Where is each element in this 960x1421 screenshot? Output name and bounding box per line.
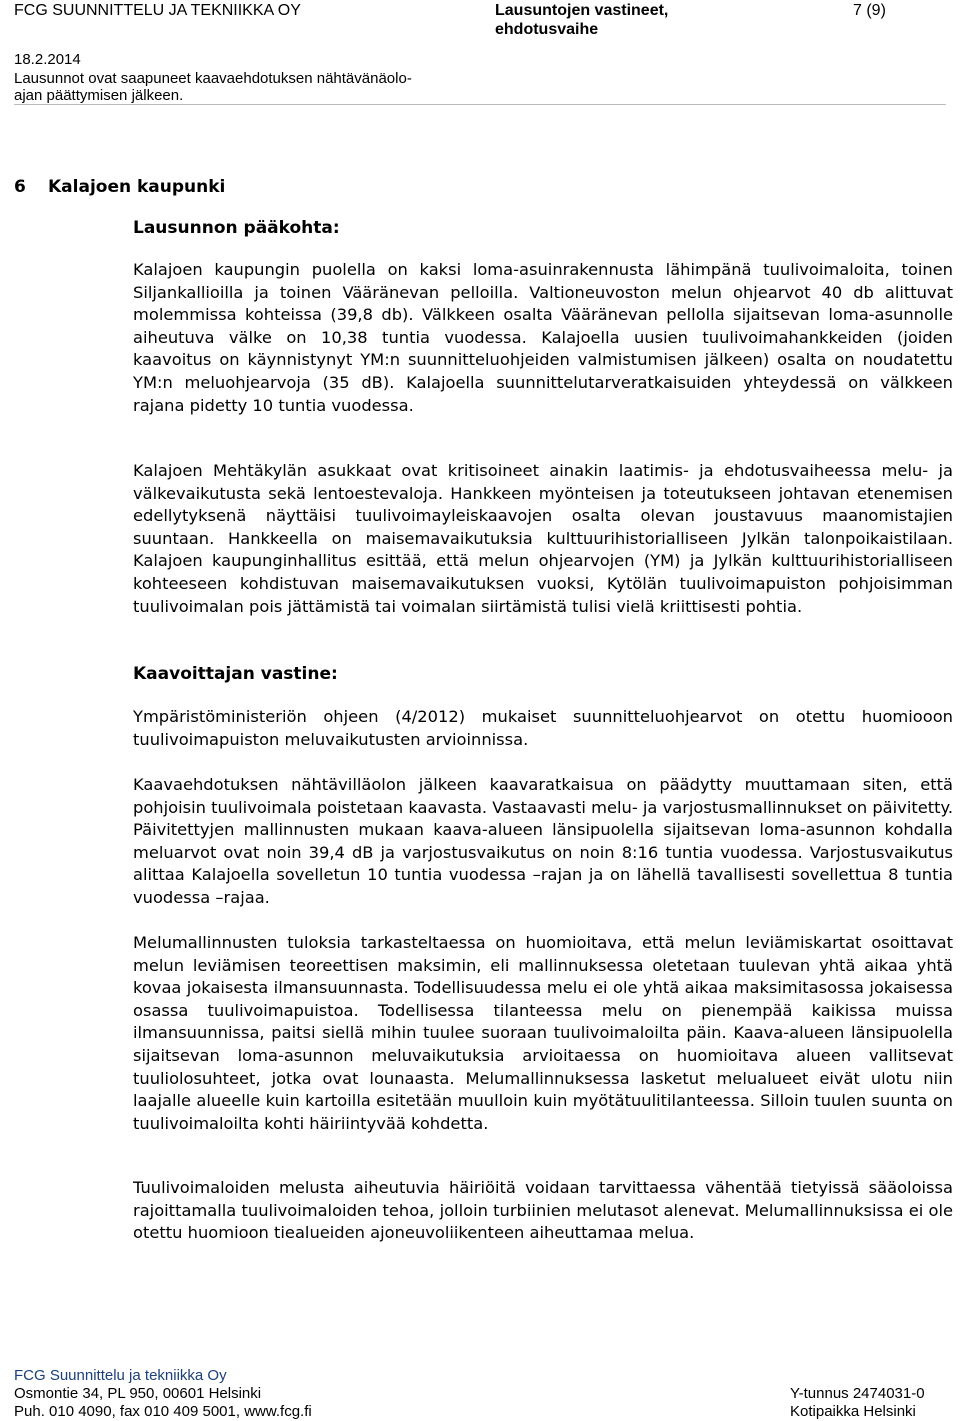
document-title-line1: Lausuntojen vastineet, xyxy=(495,2,669,19)
document-title xyxy=(495,1,668,39)
section-number: 6 xyxy=(14,177,26,197)
page-number: 7 (9) xyxy=(853,2,886,19)
header-note-line2: ajan päättymisen jälkeen. xyxy=(14,87,184,104)
summary-label: Lausunnon pääkohta: xyxy=(133,218,340,238)
header-note-line1: Lausunnot ovat saapuneet kaavaehdotuksen nähtävänäolo- xyxy=(14,70,412,87)
footer-address: Osmontie 34, PL 950, 00601 Helsinki xyxy=(14,1385,262,1402)
footer-company: FCG Suunnittelu ja tekniikka Oy xyxy=(14,1367,227,1384)
section-heading xyxy=(14,176,225,198)
header-company: FCG SUUNNITTELU JA TEKNIIKKA OY xyxy=(14,2,301,19)
section-title: Kalajoen kaupunki xyxy=(48,177,226,197)
summary-paragraph-2: Kalajoen Mehtäkylän asukkaat ovat kritisoineet ainakin laatimis- ja ehdotusvaiheessa melu- ja välkevaikutusta sekä lentoestevaloja. Hankkeen myönteisen ja toteutukseen johtavan etenemisen edellytyksenä näyttäisi tuulivoimayleiskaavojen osalta olevan joustavuus maanomistajien suuntaan. Hankkeella on maisemavaikutuksia kulttuurihistorialliseen Jylkän talonpoikaistilaan. Kalajoen kaupunginhallitus esittää, että melun ohjearvojen (YM) ja Jylkän kulttuurihistorialliseen kohteeseen kohdistuvan maisemavaikutuksen vuoksi, Kytölän tuulivoimapuiston pohjoisimman tuulivoimalan pois jättämistä tai voimalan siirtämistä tulisi vielä kriittisesti pohtia. xyxy=(133,461,953,616)
summary-paragraph-1: Kalajoen kaupungin puolella on kaksi loma-asuinrakennusta lähimpänä tuulivoimaloita, toinen Siljankallioilla ja toinen Vääränevan pelloilla. Valtioneuvoston melun ohjearvot 40 db alittuvat molemmissa kohteissa (39,8 db). Välkkeen osalta Vääränevan pellolla sijaitsevan loma-asunnolle aiheutuva välke on 10,38 tuntia vuodessa. Kalajoella uusien tuulivoimahankkeiden (joiden kaavoitus on käynnistynyt YM:n suunnitteluohjeiden valmistumisen jälkeen) osalta on noudatettu YM:n meluohjearvoja (35 dB). Kalajoella suunnittelutarveratkaisuiden yhteydessä on välkkeen rajana pidetty 10 tuntia vuodessa. xyxy=(133,260,953,415)
footer-contact: Puh. 010 4090, fax 010 409 5001, www.fcg.fi xyxy=(14,1403,312,1420)
document-date: 18.2.2014 xyxy=(14,51,81,68)
response-paragraph-1: Ympäristöministeriön ohjeen (4/2012) mukaiset suunnitteluohjearvot on otettu huomiooon tuulivoimapuiston meluvaikutusten arvioinnissa. xyxy=(133,707,953,749)
footer-business-id: Y-tunnus 2474031-0 xyxy=(790,1385,925,1402)
response-paragraph-3: Melumallinnusten tuloksia tarkasteltaessa on huomioitava, että melun leviämiskartat osoittavat melun leviämisen teoreettisen maksimin, eli mallinnuksessa oletetaan tuulevan yhtä aikaa yhtä kovaa jokaisesta ilmansuunnasta. Todellisuudessa melu ei ole yhtä aikaa maksimitasossa jokaisessa osassa tuulivoimapuistoa. Todellisessa tilanteessa melu on pienempää kaikissa muissa ilmansuunnissa, paitsi siellä mihin tuulee suoraan tuulivoimaloilta päin. Kaava-alueen länsipuolella sijaitsevan loma-asunnon meluvaikutuksia arvioitaessa on huomioitava alueen vallitsevat tuuliolosuhteet, jotka ovat lounaasta. Melumallinnuksessa lasketut melualueet eivät ulotu niin laajalle alueelle kuin kartoilla esitetään muulloin kuin myötätuulitilanteessa. Silloin tuulen suunta on tuulivoimaloilta kohti häiriintyvää kohdetta. xyxy=(133,933,953,1133)
footer-domicile: Kotipaikka Helsinki xyxy=(790,1403,916,1420)
response-paragraph-2: Kaavaehdotuksen nähtävilläolon jälkeen kaavaratkaisua on päädytty muuttamaan siten, että pohjoisin tuulivoimala poistetaan kaavasta. Vastaavasti melu- ja varjostusmallinnukset on päivitetty. Päivitettyjen mallinnusten mukaan kaava-alueen länsipuolella sijaitsevan loma-asunnon kohdalla meluarvot ovat noin 39,4 dB ja varjostusvaikutus on noin 8:16 tuntia vuodessa. Varjostusvaikutus alittaa Kalajoella sovelletun 10 tuntia vuodessa –rajan ja on lähellä tavallisesti sovellettua 8 tuntia vuodessa –rajaa. xyxy=(133,775,953,907)
header-divider xyxy=(14,104,946,105)
document-title-line2: ehdotusvaihe xyxy=(495,21,599,38)
header-note xyxy=(14,70,484,104)
response-label: Kaavoittajan vastine: xyxy=(133,664,338,684)
response-paragraph-4: Tuulivoimaloiden melusta aiheutuvia häiriöitä voidaan tarvittaessa vähentää tietyissä sääoloissa rajoittamalla tuulivoimaloiden tehoa, jolloin turbiinien melutasot alenevat. Melumallinnuksissa ei ole otettu huomioon tiealueiden ajoneuvoliikenteen aiheuttamaa melua. xyxy=(133,1178,953,1243)
